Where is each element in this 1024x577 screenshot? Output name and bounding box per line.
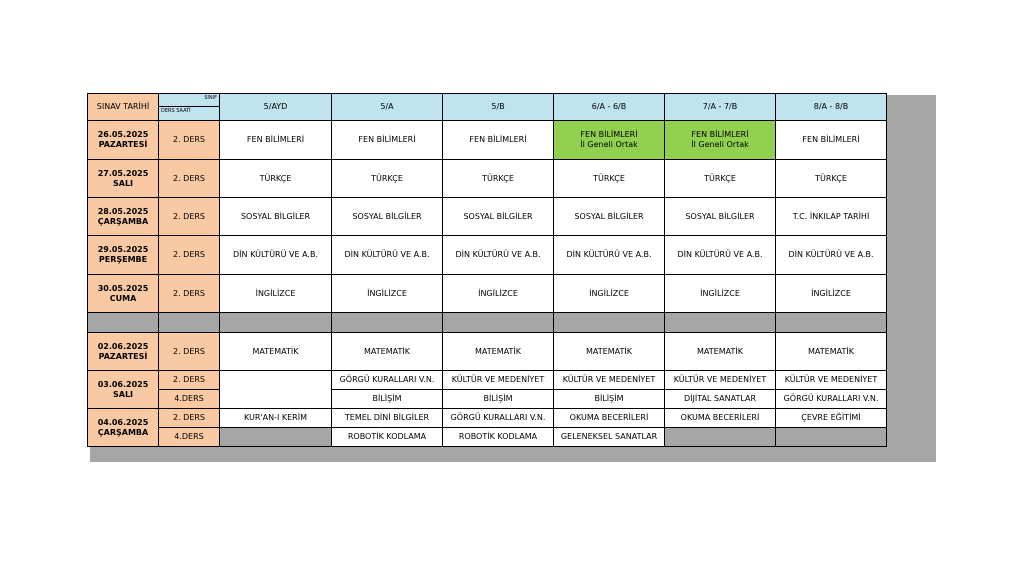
subject-cell: ROBOTİK KODLAMA [332, 428, 443, 447]
header-sinif: SINIF [204, 95, 217, 101]
table-row [88, 198, 887, 236]
day-name: PAZARTESİ [98, 351, 148, 361]
separator-cell [88, 313, 159, 333]
empty-cell [220, 371, 332, 409]
period-cell: 2. DERS [159, 371, 220, 390]
period-cell: 2. DERS [159, 121, 220, 160]
date-value: 30.05.2025 [97, 283, 149, 293]
subject-cell: BİLİŞİM [443, 390, 554, 409]
subject-cell: BİLİŞİM [332, 390, 443, 409]
subject-cell: SOSYAL BİLGİLER [220, 198, 332, 236]
table-row [88, 428, 887, 447]
date-cell [88, 333, 159, 371]
period-cell: 2. DERS [159, 160, 220, 198]
day-name: ÇARŞAMBA [97, 216, 149, 226]
period-cell: 2. DERS [159, 198, 220, 236]
subject-cell: TÜRKÇE [332, 160, 443, 198]
subject-cell: SOSYAL BİLGİLER [332, 198, 443, 236]
subject-cell: MATEMATİK [443, 333, 554, 371]
subject-note: İl Geneli Ortak [580, 140, 638, 149]
empty-gray-cell [665, 428, 776, 447]
header-ders-saati: DERS SAATİ [161, 108, 191, 114]
date-value: 03.06.2025 [97, 379, 149, 389]
subject-cell: MATEMATİK [665, 333, 776, 371]
date-cell [88, 198, 159, 236]
empty-gray-cell [776, 428, 887, 447]
subject-cell: OKUMA BECERİLERİ [665, 409, 776, 428]
day-name: PAZARTESİ [98, 140, 148, 149]
subject-cell: FEN BİLİMLERİ [443, 121, 554, 160]
separator-cell [159, 313, 220, 333]
subject-cell: DİN KÜLTÜRÜ VE A.B. [332, 236, 443, 275]
date-cell [88, 371, 159, 409]
subject-cell: İNGİLİZCE [220, 275, 332, 313]
subject-cell: DİN KÜLTÜRÜ VE A.B. [554, 236, 665, 275]
subject-cell: KÜLTÜR VE MEDENİYET [554, 371, 665, 390]
subject-cell: FEN BİLİMLERİ [332, 121, 443, 160]
subject-cell: FEN BİLİMLERİ [776, 121, 887, 160]
subject-cell: TÜRKÇE [554, 160, 665, 198]
day-name: SALI [112, 178, 134, 188]
separator-cell [332, 313, 443, 333]
column-header: 7/A - 7/B [665, 94, 776, 121]
subject-cell: KUR'AN-I KERİM [220, 409, 332, 428]
subject-cell: SOSYAL BİLGİLER [443, 198, 554, 236]
subject-cell: MATEMATİK [332, 333, 443, 371]
subject-cell: KÜLTÜR VE MEDENİYET [443, 371, 554, 390]
subject-cell: DİN KÜLTÜRÜ VE A.B. [220, 236, 332, 275]
subject-cell: T.C. İNKILAP TARİHİ [776, 198, 887, 236]
column-header: 6/A - 6/B [554, 94, 665, 121]
exam-schedule-table [87, 93, 887, 447]
period-cell: 4.DERS [159, 390, 220, 409]
date-value: 02.06.2025 [97, 341, 149, 351]
table-row [88, 409, 887, 428]
table-row [88, 390, 887, 409]
date-value: 04.06.2025 [97, 417, 149, 427]
subject-cell: İNGİLİZCE [665, 275, 776, 313]
subject-cell: TÜRKÇE [776, 160, 887, 198]
subject-cell: DİN KÜLTÜRÜ VE A.B. [443, 236, 554, 275]
header-corner [159, 94, 220, 121]
subject-cell: MATEMATİK [776, 333, 887, 371]
column-header: 5/AYD [220, 94, 332, 121]
table-row [88, 236, 887, 275]
date-value: 26.05.2025 [97, 130, 149, 139]
subject-cell: TÜRKÇE [665, 160, 776, 198]
separator-cell [776, 313, 887, 333]
subject-cell: TEMEL DİNİ BİLGİLER [332, 409, 443, 428]
subject-cell: DİJİTAL SANATLAR [665, 390, 776, 409]
subject-cell: GÖRGÜ KURALLARI V.N. [776, 390, 887, 409]
subject-cell: FEN BİLİMLERİ [220, 121, 332, 160]
period-cell: 2. DERS [159, 333, 220, 371]
subject-cell: TÜRKÇE [220, 160, 332, 198]
subject-cell: İNGİLİZCE [776, 275, 887, 313]
subject-cell: ÇEVRE EĞİTİMİ [776, 409, 887, 428]
subject-cell: DİN KÜLTÜRÜ VE A.B. [665, 236, 776, 275]
day-name: ÇARŞAMBA [97, 427, 149, 437]
subject-cell: KÜLTÜR VE MEDENİYET [776, 371, 887, 390]
subject-cell: SOSYAL BİLGİLER [554, 198, 665, 236]
empty-gray-cell [220, 428, 332, 447]
date-value: 29.05.2025 [97, 245, 149, 254]
separator-cell [443, 313, 554, 333]
date-cell [88, 160, 159, 198]
subject-cell: İNGİLİZCE [332, 275, 443, 313]
column-header: 8/A - 8/B [776, 94, 887, 121]
subject-cell: KÜLTÜR VE MEDENİYET [665, 371, 776, 390]
subject-cell: GÖRGÜ KURALLARI V.N. [443, 409, 554, 428]
subject-cell: İNGİLİZCE [443, 275, 554, 313]
subject-cell: OKUMA BECERİLERİ [554, 409, 665, 428]
day-name: PERŞEMBE [98, 255, 148, 264]
table-row [88, 275, 887, 313]
subject-cell: GÖRGÜ KURALLARI V.N. [332, 371, 443, 390]
subject-cell: MATEMATİK [220, 333, 332, 371]
date-value: 28.05.2025 [97, 206, 149, 216]
period-cell: 4.DERS [159, 428, 220, 447]
separator-cell [220, 313, 332, 333]
separator-cell [554, 313, 665, 333]
separator-row [88, 313, 887, 333]
subject-cell: DİN KÜLTÜRÜ VE A.B. [776, 236, 887, 275]
period-cell: 2. DERS [159, 236, 220, 275]
date-cell [88, 409, 159, 447]
column-header: 5/A [332, 94, 443, 121]
header-sinav-tarihi: SINAV TARİHİ [88, 94, 159, 121]
column-header: 5/B [443, 94, 554, 121]
subject-cell: TÜRKÇE [443, 160, 554, 198]
subject-cell-highlight [554, 121, 665, 160]
subject-cell: BİLİŞİM [554, 390, 665, 409]
subject-cell-highlight [665, 121, 776, 160]
header-row [88, 94, 887, 121]
date-value: 27.05.2025 [97, 168, 149, 178]
subject-name: FEN BİLİMLERİ [691, 130, 749, 139]
table-row [88, 333, 887, 371]
subject-cell: SOSYAL BİLGİLER [665, 198, 776, 236]
day-name: CUMA [109, 293, 137, 303]
separator-cell [665, 313, 776, 333]
subject-note: İl Geneli Ortak [691, 140, 749, 149]
table-row [88, 160, 887, 198]
subject-cell: GELENEKSEL SANATLAR [554, 428, 665, 447]
period-cell: 2. DERS [159, 275, 220, 313]
subject-cell: İNGİLİZCE [554, 275, 665, 313]
table-row [88, 121, 887, 160]
table-row [88, 371, 887, 390]
subject-name: FEN BİLİMLERİ [580, 130, 638, 139]
subject-cell: MATEMATİK [554, 333, 665, 371]
period-cell: 2. DERS [159, 409, 220, 428]
day-name: SALI [112, 389, 134, 399]
date-cell [88, 275, 159, 313]
date-cell [88, 121, 159, 160]
subject-cell: ROBOTİK KODLAMA [443, 428, 554, 447]
date-cell [88, 236, 159, 275]
